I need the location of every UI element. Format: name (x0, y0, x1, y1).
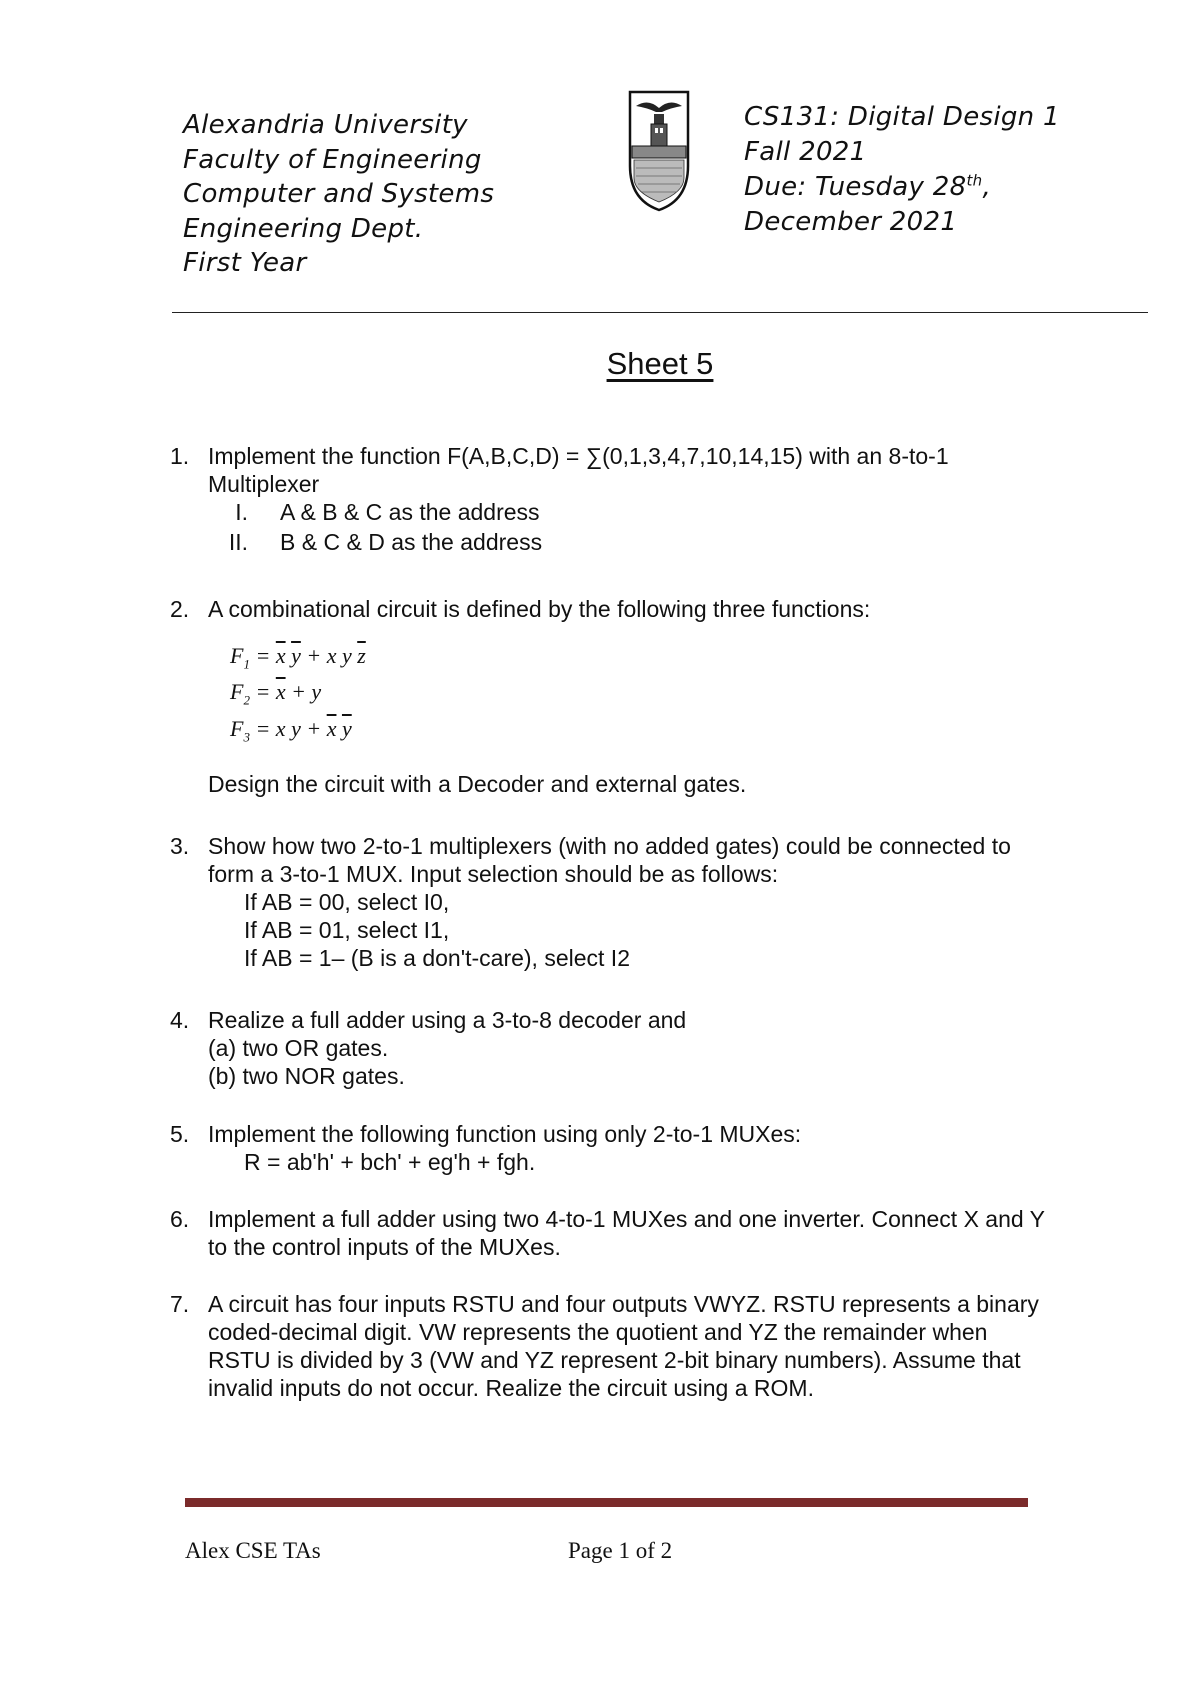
option-a: (a) two OR gates. (208, 1035, 389, 1061)
equation-f2: $F_2 = \overline{x} + y$ (230, 679, 322, 708)
sub-item (208, 498, 1130, 528)
sub-item-text: B & C & D as the address (280, 529, 543, 555)
department-line-2: Engineering Dept. (183, 213, 424, 244)
selection-rule: If AB = 1– (B is a don't-care), select I2 (244, 945, 630, 971)
department-line-1: Computer and Systems (183, 179, 495, 209)
footer-bar (185, 1498, 1028, 1507)
due-date: Due: Tuesday 28th, (744, 171, 992, 202)
sub-item-text: A & B & C as the address (280, 499, 540, 525)
question-number: 1. (170, 443, 190, 469)
equation-f3: $F_3 = x$ $y + \overline{x}$ $\overline{y}$ (230, 716, 352, 745)
question-text: coded-decimal digit. VW represents the quotient and YZ the remainder when (208, 1319, 988, 1345)
course-block (744, 100, 1060, 240)
equation-f1: $F_1 = \overline{x}$ $\overline{y} + x$ y $\overline{z}$ (230, 643, 366, 672)
university-name: Alexandria University (183, 110, 468, 140)
question-text: Implement a full adder using two 4-to-1 MUXes and one inverter. Connect X and Y (208, 1206, 1045, 1232)
question-5 (170, 1120, 1130, 1176)
question-text: Implement the function F(A,B,C,D) = ∑(0,1,3,4,7,10,14,15) with an 8-to-1 (208, 443, 949, 469)
question-6 (170, 1205, 1130, 1261)
question-text: to the control inputs of the MUXes. (208, 1234, 561, 1260)
sub-item (208, 528, 1130, 558)
page-number: Page 1 of 2 (568, 1538, 673, 1563)
question-text: form a 3-to-1 MUX. Input selection should be as follows: (208, 861, 779, 887)
sheet-title: Sheet 5 (606, 346, 714, 381)
question-number: 2. (170, 596, 190, 622)
question-2 (170, 595, 1130, 623)
selection-rule: If AB = 00, select I0, (244, 889, 450, 915)
course-title: CS131: Digital Design 1 (744, 102, 1060, 132)
due-year: December 2021 (744, 207, 958, 237)
question-4 (170, 1006, 1130, 1090)
question-3 (170, 832, 1130, 972)
question-1 (170, 442, 1130, 558)
question-text: Realize a full adder using a 3-to-8 decoder and (208, 1007, 687, 1033)
header-divider (172, 312, 1148, 313)
course-term: Fall 2021 (744, 137, 867, 167)
question-text: A combinational circuit is defined by the following three functions: (208, 596, 871, 622)
question-text: Show how two 2-to-1 multiplexers (with no added gates) could be connected to (208, 833, 1011, 859)
roman-numeral: II. (228, 529, 248, 555)
question-text: A circuit has four inputs RSTU and four outputs VWYZ. RSTU represents a binary (208, 1291, 1039, 1317)
question-number: 7. (170, 1291, 190, 1317)
question-text: Multiplexer (208, 471, 320, 497)
institution-block (183, 108, 494, 281)
question-2-design (170, 770, 1130, 798)
question-text: Design the circuit with a Decoder and external gates. (208, 771, 747, 797)
question-text: invalid inputs do not occur. Realize the circuit using a ROM. (208, 1375, 814, 1401)
question-text: Implement the following function using only 2-to-1 MUXes: (208, 1121, 802, 1147)
year-line: First Year (183, 248, 307, 278)
university-logo (624, 88, 694, 214)
selection-rule: If AB = 01, select I1, (244, 917, 450, 943)
footer-author: Alex CSE TAs (185, 1538, 321, 1563)
question-number: 4. (170, 1007, 190, 1033)
question-number: 3. (170, 833, 190, 859)
function-equation: R = ab'h' + bch' + eg'h + fgh. (244, 1149, 536, 1175)
roman-numeral: I. (235, 499, 248, 525)
question-number: 5. (170, 1121, 190, 1147)
question-7 (170, 1290, 1130, 1402)
due-date-ordinal: th (966, 171, 983, 190)
question-number: 6. (170, 1206, 190, 1232)
faculty-name: Faculty of Engineering (183, 144, 482, 175)
option-b: (b) two NOR gates. (208, 1063, 405, 1089)
question-text: RSTU is divided by 3 (VW and YZ represent 2-bit binary numbers). Assume that (208, 1347, 1021, 1373)
